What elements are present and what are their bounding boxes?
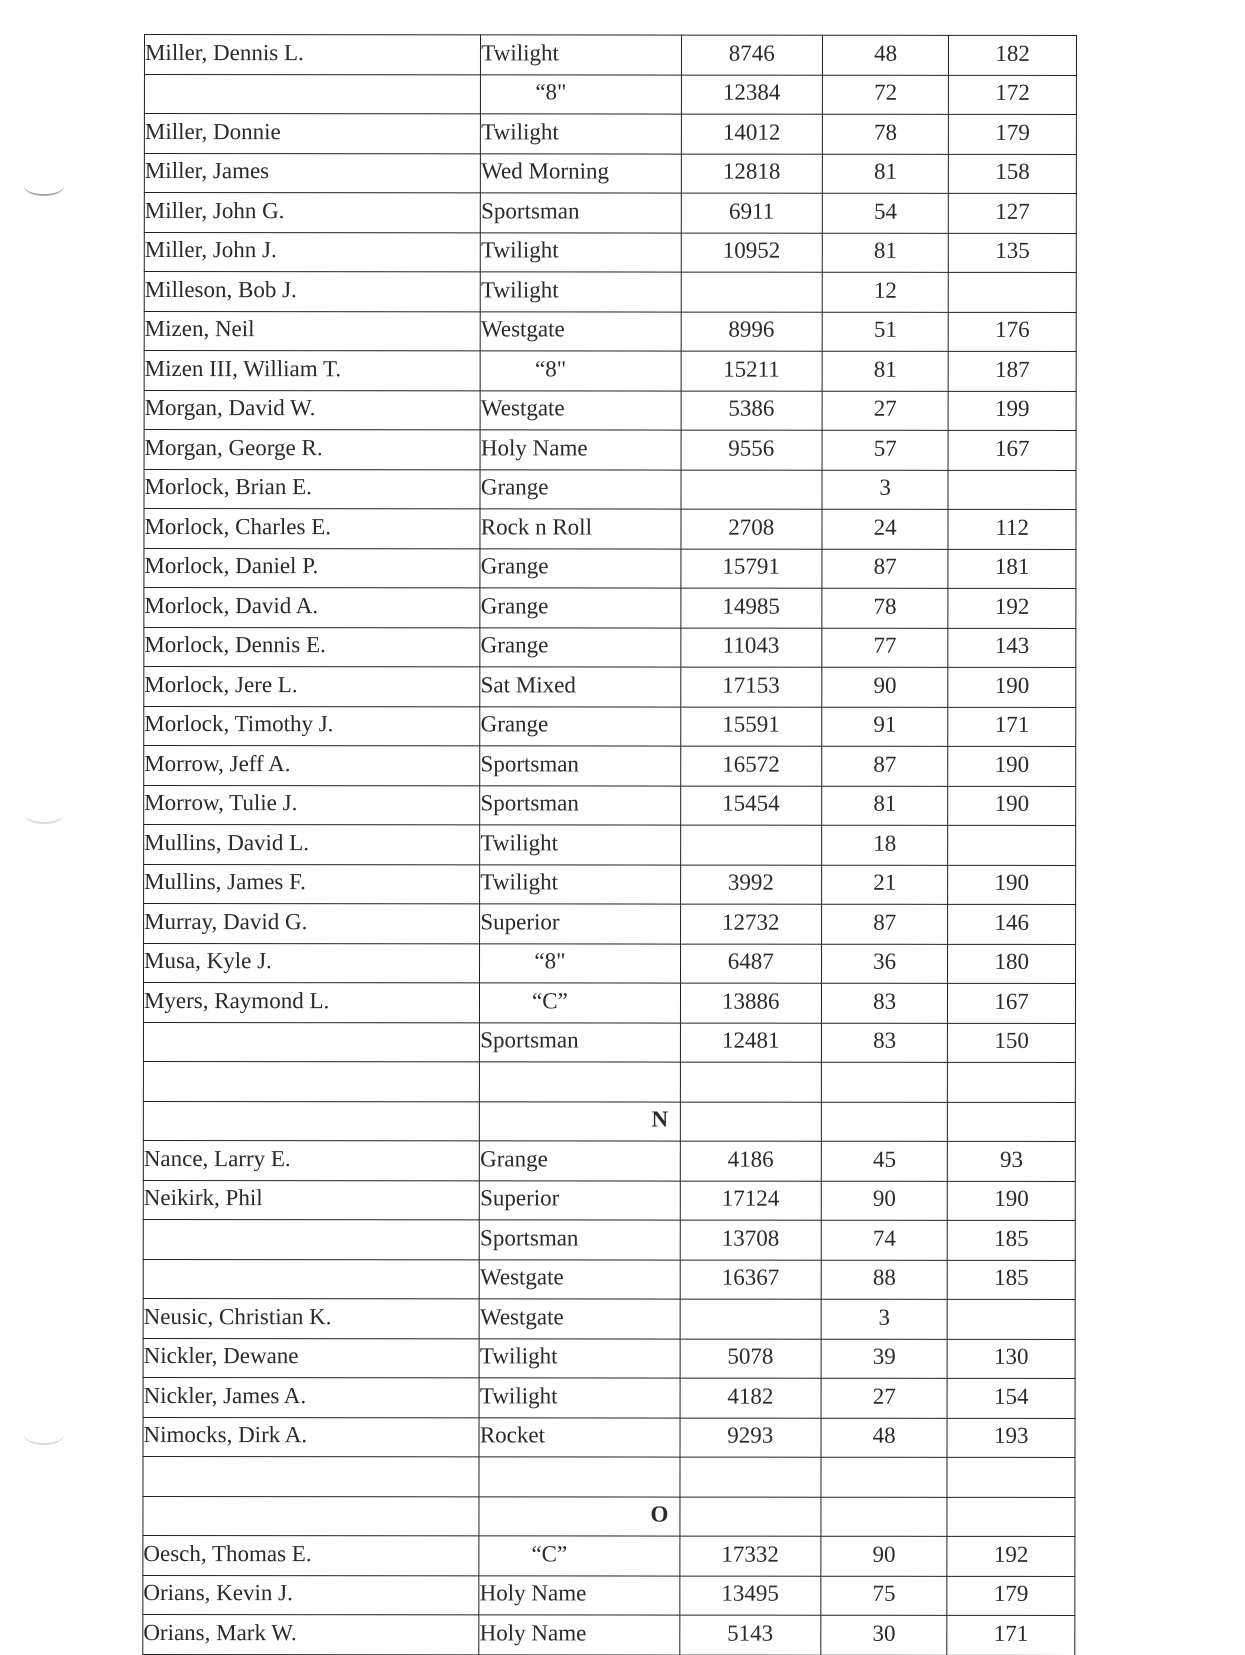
- table-row: [143, 1180, 1075, 1220]
- average-score: 172: [949, 75, 1077, 115]
- games-count: 81: [822, 786, 949, 826]
- total-pins: 17153: [680, 667, 821, 707]
- average-score: [948, 1299, 1076, 1339]
- games-count: 87: [822, 549, 949, 589]
- total-pins: 5386: [681, 391, 822, 431]
- league-name: “C”: [480, 983, 680, 1023]
- blank-row: [143, 1456, 1075, 1496]
- total-pins: 17124: [680, 1181, 821, 1221]
- games-count: 51: [822, 312, 949, 352]
- bowler-name: Mizen, Neil: [144, 311, 480, 351]
- bowler-name: Musa, Kyle J.: [144, 943, 480, 983]
- average-score: 130: [947, 1339, 1075, 1379]
- league-name: Sportsman: [480, 785, 680, 825]
- average-score: 171: [947, 1615, 1075, 1655]
- league-name: Holy Name: [479, 1575, 679, 1615]
- section-letter: O: [559, 1496, 759, 1536]
- table-row: [143, 1575, 1075, 1615]
- games-count: 91: [822, 707, 949, 747]
- bowler-name: [144, 74, 480, 114]
- total-pins: 16572: [680, 746, 821, 786]
- table-row: [144, 904, 1076, 944]
- average-score: 185: [948, 1220, 1076, 1260]
- section-letter: N: [560, 1101, 760, 1141]
- games-count: 90: [821, 1181, 948, 1221]
- bowler-name: Miller, Donnie: [144, 114, 480, 154]
- table-row: [144, 311, 1076, 351]
- table-row: [144, 785, 1076, 825]
- games-count: 36: [821, 944, 948, 984]
- bowler-name: Mizen III, William T.: [144, 351, 480, 391]
- bowler-name: Morlock, Timothy J.: [144, 706, 480, 746]
- table-row: [143, 1219, 1075, 1259]
- games-count: 81: [822, 351, 949, 391]
- bowler-name: Morrow, Tulie J.: [144, 785, 480, 825]
- average-score: 146: [948, 904, 1076, 944]
- bowler-name: [143, 1219, 479, 1259]
- table-row: [144, 706, 1076, 746]
- table-row: [144, 864, 1076, 904]
- total-pins: 4182: [680, 1378, 821, 1418]
- games-count: 48: [822, 35, 949, 75]
- league-name: Westgate: [480, 311, 680, 351]
- average-score: 171: [948, 707, 1076, 747]
- table-row: [144, 509, 1076, 549]
- average-score: 180: [948, 944, 1076, 984]
- average-score: [948, 470, 1076, 510]
- league-name: Superior: [480, 904, 680, 944]
- league-name: “8": [481, 74, 681, 114]
- table-row: [143, 1259, 1075, 1299]
- games-count: 74: [821, 1220, 948, 1260]
- games-count: 87: [822, 746, 949, 786]
- table-row: [143, 1417, 1075, 1457]
- bowler-name: [143, 1022, 479, 1062]
- binder-hole-mark: [24, 176, 64, 196]
- table-row: [143, 983, 1075, 1023]
- total-pins: 10952: [681, 233, 822, 273]
- league-name: Rocket: [479, 1417, 679, 1457]
- average-score: 150: [948, 1023, 1076, 1063]
- total-pins: 2708: [681, 509, 822, 549]
- bowler-name: Nickler, James A.: [143, 1377, 479, 1417]
- games-count: 90: [822, 667, 949, 707]
- average-score: 190: [948, 746, 1076, 786]
- table-row: [144, 825, 1076, 865]
- binder-hole-mark: [24, 804, 64, 824]
- league-name: Westgate: [480, 390, 680, 430]
- league-name: Twilight: [481, 114, 681, 154]
- bowler-name: Mullins, David L.: [144, 825, 480, 865]
- league-name: Sportsman: [480, 1022, 680, 1062]
- average-score: 167: [948, 983, 1076, 1023]
- games-count: 24: [822, 509, 949, 549]
- league-name: Twilight: [479, 1338, 679, 1378]
- league-name: Westgate: [479, 1259, 679, 1299]
- games-count: 27: [821, 1378, 948, 1418]
- games-count: 30: [821, 1615, 948, 1655]
- table-row: [144, 746, 1076, 786]
- average-score: 190: [948, 1181, 1076, 1221]
- league-name: Superior: [480, 1180, 680, 1220]
- average-score: 185: [948, 1260, 1076, 1300]
- bowler-name: Milleson, Bob J.: [144, 272, 480, 312]
- games-count: 12: [822, 272, 949, 312]
- total-pins: 12384: [681, 75, 822, 115]
- games-count: 81: [822, 154, 949, 194]
- table-row: [144, 588, 1076, 628]
- games-count: 45: [821, 1141, 948, 1181]
- league-name: Grange: [480, 469, 680, 509]
- games-count: 48: [821, 1418, 948, 1458]
- blank-row: [143, 1062, 1075, 1102]
- games-count: 83: [821, 1023, 948, 1063]
- total-pins: 5078: [680, 1339, 821, 1379]
- total-pins: [680, 825, 821, 865]
- bowler-name: Nickler, Dewane: [143, 1338, 479, 1378]
- total-pins: 15791: [681, 549, 822, 589]
- total-pins: 9293: [680, 1418, 821, 1458]
- games-count: 54: [822, 193, 949, 233]
- table-row: [144, 153, 1076, 193]
- league-name: Grange: [480, 548, 680, 588]
- table-row: [144, 114, 1076, 154]
- games-count: 27: [822, 391, 949, 431]
- average-score: 143: [948, 628, 1076, 668]
- bowler-name: Miller, John G.: [144, 193, 480, 233]
- bowler-name: Morlock, Daniel P.: [144, 548, 480, 588]
- total-pins: 6911: [681, 193, 822, 233]
- league-name: Twilight: [479, 1378, 679, 1418]
- total-pins: [680, 1299, 821, 1339]
- average-score: 179: [949, 114, 1077, 154]
- table-row: [143, 1298, 1075, 1338]
- bowler-name: Morlock, Brian E.: [144, 469, 480, 509]
- bowler-name: Murray, David G.: [144, 904, 480, 944]
- league-name: Grange: [480, 706, 680, 746]
- average-score: 192: [948, 588, 1076, 628]
- games-count: 90: [821, 1536, 948, 1576]
- total-pins: 11043: [680, 628, 821, 668]
- average-score: 190: [948, 667, 1076, 707]
- average-score: 190: [948, 786, 1076, 826]
- league-name: Grange: [480, 588, 680, 628]
- average-score: 176: [949, 312, 1077, 352]
- league-name: Twilight: [480, 864, 680, 904]
- bowler-name: Orians, Kevin J.: [143, 1575, 479, 1615]
- total-pins: 15211: [681, 351, 822, 391]
- bowler-name: Neikirk, Phil: [143, 1180, 479, 1220]
- bowler-name: Miller, Dennis L.: [144, 35, 480, 75]
- average-score: 181: [948, 549, 1076, 589]
- table-row: [144, 667, 1076, 707]
- bowler-name: Mullins, James F.: [144, 864, 480, 904]
- games-count: 78: [822, 588, 949, 628]
- total-pins: 9556: [681, 430, 822, 470]
- average-score: [949, 272, 1077, 312]
- league-name: Holy Name: [480, 430, 680, 470]
- games-count: 21: [821, 865, 948, 905]
- games-count: 18: [822, 825, 949, 865]
- total-pins: 12481: [680, 1023, 821, 1063]
- games-count: 39: [821, 1339, 948, 1379]
- league-name: Sportsman: [481, 193, 681, 233]
- table-row: [143, 1022, 1075, 1062]
- table-row: [143, 1614, 1075, 1654]
- section-header-row: [143, 1101, 1075, 1141]
- table-row: [144, 430, 1076, 470]
- bowler-name: Orians, Mark W.: [143, 1614, 479, 1654]
- total-pins: 15454: [680, 786, 821, 826]
- total-pins: 14985: [681, 588, 822, 628]
- bowler-name: Morlock, Charles E.: [144, 509, 480, 549]
- table-row: [144, 193, 1076, 233]
- league-name: Twilight: [480, 825, 680, 865]
- total-pins: 5143: [679, 1615, 820, 1655]
- games-count: 77: [822, 628, 949, 668]
- table-row: [144, 469, 1076, 509]
- games-count: 75: [821, 1576, 948, 1616]
- average-score: 199: [948, 391, 1076, 431]
- total-pins: 13495: [679, 1576, 820, 1616]
- table-row: [144, 35, 1076, 75]
- table-row: [144, 232, 1076, 272]
- total-pins: 16367: [680, 1260, 821, 1300]
- bowler-name: Miller, James: [144, 153, 480, 193]
- average-score: 179: [947, 1576, 1075, 1616]
- league-name: Westgate: [479, 1299, 679, 1339]
- bowler-roster-table: [142, 34, 1077, 1655]
- league-name: Sat Mixed: [480, 667, 680, 707]
- games-count: 78: [822, 114, 949, 154]
- average-score: 158: [949, 154, 1077, 194]
- league-name: Twilight: [481, 35, 681, 75]
- bowler-name: Nance, Larry E.: [143, 1140, 479, 1180]
- average-score: 127: [949, 193, 1077, 233]
- section-header-row: [143, 1496, 1075, 1536]
- league-name: Sportsman: [480, 746, 680, 786]
- roster-body: [143, 35, 1077, 1655]
- bowler-name: Miller, John J.: [144, 232, 480, 272]
- bowler-name: Morlock, Dennis E.: [144, 627, 480, 667]
- average-score: 112: [948, 509, 1076, 549]
- bowler-name: Oesch, Thomas E.: [143, 1535, 479, 1575]
- total-pins: 4186: [680, 1141, 821, 1181]
- table-row: [143, 1377, 1075, 1417]
- average-score: 135: [949, 233, 1077, 273]
- table-row: [144, 943, 1076, 983]
- total-pins: [681, 470, 822, 510]
- total-pins: 12818: [681, 154, 822, 194]
- league-name: Twilight: [481, 272, 681, 312]
- total-pins: 15591: [680, 707, 821, 747]
- table-row: [144, 627, 1076, 667]
- bowler-name: [143, 1259, 479, 1299]
- bowler-name: Morlock, Jere L.: [144, 667, 480, 707]
- league-name: “8": [480, 351, 680, 391]
- total-pins: 8746: [681, 35, 822, 75]
- total-pins: 13708: [680, 1220, 821, 1260]
- games-count: 57: [822, 430, 949, 470]
- table-row: [144, 548, 1076, 588]
- total-pins: 13886: [680, 983, 821, 1023]
- bowler-name: Nimocks, Dirk A.: [143, 1417, 479, 1457]
- average-score: 190: [948, 865, 1076, 905]
- average-score: 193: [947, 1418, 1075, 1458]
- average-score: 192: [947, 1536, 1075, 1576]
- bowler-name: Neusic, Christian K.: [143, 1298, 479, 1338]
- table-row: [144, 74, 1076, 114]
- bowler-name: Morlock, David A.: [144, 588, 480, 628]
- bowler-name: Morrow, Jeff A.: [144, 746, 480, 786]
- games-count: 83: [821, 983, 948, 1023]
- binder-hole-mark: [24, 1425, 64, 1445]
- table-row: [143, 1140, 1075, 1180]
- league-name: “C”: [479, 1536, 679, 1576]
- games-count: 87: [821, 904, 948, 944]
- league-name: Grange: [480, 627, 680, 667]
- bowler-name: Morgan, David W.: [144, 390, 480, 430]
- total-pins: 17332: [680, 1536, 821, 1576]
- table-row: [143, 1338, 1075, 1378]
- total-pins: 3992: [680, 865, 821, 905]
- total-pins: 12732: [680, 904, 821, 944]
- total-pins: 6487: [680, 944, 821, 984]
- total-pins: 14012: [681, 114, 822, 154]
- average-score: 154: [947, 1378, 1075, 1418]
- average-score: 182: [949, 35, 1077, 75]
- league-name: Holy Name: [479, 1615, 679, 1655]
- table-row: [144, 272, 1076, 312]
- league-name: Grange: [480, 1141, 680, 1181]
- games-count: 88: [821, 1260, 948, 1300]
- league-name: Rock n Roll: [480, 509, 680, 549]
- games-count: 72: [822, 75, 949, 115]
- average-score: 93: [948, 1141, 1076, 1181]
- table-row: [143, 1535, 1075, 1575]
- league-name: Twilight: [481, 232, 681, 272]
- games-count: 3: [821, 1299, 948, 1339]
- bowler-name: Myers, Raymond L.: [143, 983, 479, 1023]
- total-pins: [681, 272, 822, 312]
- games-count: 3: [822, 470, 949, 510]
- league-name: “8": [480, 943, 680, 983]
- league-name: Sportsman: [480, 1220, 680, 1260]
- total-pins: 8996: [681, 312, 822, 352]
- bowler-name: Morgan, George R.: [144, 430, 480, 470]
- league-name: Wed Morning: [481, 153, 681, 193]
- table-row: [144, 390, 1076, 430]
- average-score: 167: [948, 430, 1076, 470]
- average-score: 187: [949, 351, 1077, 391]
- games-count: 81: [822, 233, 949, 273]
- average-score: [948, 825, 1076, 865]
- table-row: [144, 351, 1076, 391]
